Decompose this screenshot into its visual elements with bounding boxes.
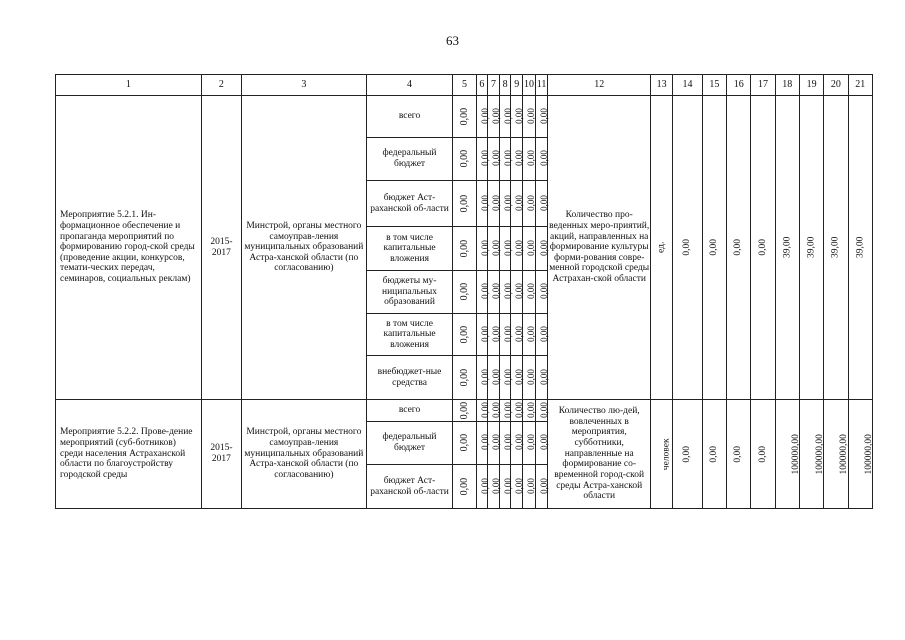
- value-cell-text: 0,00: [479, 283, 490, 300]
- value-cell-text: 0,00: [502, 107, 513, 124]
- column-header-20: 20: [824, 75, 848, 96]
- value-cell-text: 0,00: [514, 325, 525, 342]
- value-cell: [535, 400, 548, 422]
- column-header-12: 12: [548, 75, 651, 96]
- value-cell: [535, 96, 548, 138]
- target-value-text: 0,00: [682, 239, 693, 256]
- target-value: [775, 400, 799, 509]
- target-value-text: 100000,00: [863, 433, 874, 475]
- value-cell: [499, 356, 511, 400]
- column-header-5: 5: [453, 75, 476, 96]
- value-cell-text: 0,00: [479, 325, 490, 342]
- funding-source: всего: [366, 400, 453, 422]
- executor: Минстрой, органы местного самоуправ-ления муниципальных образований Астра-ханской области (по согласованию): [242, 400, 367, 509]
- target-value-text: 39,00: [854, 236, 865, 259]
- value-cell: [499, 181, 511, 227]
- value-cell-text: 0,00: [491, 283, 502, 300]
- value-cell: [476, 314, 488, 356]
- value-cell-text: 0,00: [458, 283, 470, 301]
- value-cell: [476, 271, 488, 314]
- value-cell-text: 0,00: [538, 283, 549, 300]
- funding-source: бюджет Аст-раханской об-ласти: [366, 465, 453, 509]
- target-value-text: 0,00: [733, 239, 744, 256]
- column-header-4: 4: [366, 75, 453, 96]
- target-value: [848, 96, 872, 400]
- value-cell-text: 0,00: [479, 194, 490, 211]
- funding-source: всего: [366, 96, 453, 138]
- value-cell: [453, 400, 476, 422]
- value-cell: [535, 271, 548, 314]
- column-header-21: 21: [848, 75, 872, 96]
- budget-table: [55, 74, 873, 509]
- value-cell: [476, 465, 488, 509]
- target-value-text: 0,00: [733, 445, 744, 463]
- value-cell: [453, 96, 476, 138]
- value-cell-text: 0,00: [514, 194, 525, 211]
- target-value: [824, 96, 848, 400]
- value-cell-text: 0,00: [514, 283, 525, 300]
- value-cell-text: 0,00: [525, 477, 536, 494]
- target-value: [751, 400, 775, 509]
- value-cell-text: 0,00: [514, 434, 525, 451]
- value-cell: [453, 422, 476, 465]
- page-number: 63: [446, 33, 459, 48]
- value-cell-text: 0,00: [491, 194, 502, 211]
- funding-source: федеральный бюджет: [366, 138, 453, 181]
- value-cell: [476, 181, 488, 227]
- value-cell: [535, 422, 548, 465]
- column-header-10: 10: [523, 75, 536, 96]
- value-cell-text: 0,00: [491, 325, 502, 342]
- indicator: Количество лю-дей, вовлеченных в мероприятия, субботники, направленные на формирование со-временной город-ской среды Астра-ханской области: [548, 400, 651, 509]
- value-cell: [453, 181, 476, 227]
- target-value-text: 0,00: [757, 239, 768, 256]
- value-cell-text: 0,00: [491, 368, 502, 385]
- value-cell-text: 0,00: [502, 434, 513, 451]
- value-cell: [476, 400, 488, 422]
- column-header-13: 13: [650, 75, 672, 96]
- value-cell: [535, 138, 548, 181]
- value-cell-text: 0,00: [502, 477, 513, 494]
- value-cell-text: 0,00: [525, 283, 536, 300]
- value-cell: [453, 271, 476, 314]
- value-cell: [499, 465, 511, 509]
- value-cell-text: 0,00: [502, 368, 513, 385]
- activity-name: Мероприятие 5.2.2. Прове-дение мероприятий (суб-ботников) среди населения Астраханской области по благоустройству городской среды: [56, 400, 202, 509]
- value-cell: [499, 400, 511, 422]
- value-cell: [499, 271, 511, 314]
- column-header-14: 14: [673, 75, 703, 96]
- target-value: [799, 96, 823, 400]
- value-cell-text: 0,00: [514, 150, 525, 167]
- value-cell-text: 0,00: [479, 434, 490, 451]
- value-cell-text: 0,00: [502, 239, 513, 256]
- unit: [650, 96, 672, 400]
- value-cell-text: 0,00: [479, 401, 490, 418]
- value-cell-text: 0,00: [458, 434, 470, 452]
- value-cell-text: 0,00: [538, 194, 549, 211]
- target-value: [848, 400, 872, 509]
- value-cell-text: 0,00: [525, 368, 536, 385]
- value-cell: [523, 96, 536, 138]
- target-value-text: 0,00: [709, 239, 720, 256]
- target-value-text: 39,00: [806, 236, 817, 259]
- target-value: [799, 400, 823, 509]
- value-cell-text: 0,00: [538, 150, 549, 167]
- target-value-text: 39,00: [830, 236, 841, 259]
- value-cell-text: 0,00: [538, 325, 549, 342]
- target-value-text: 0,00: [757, 445, 768, 463]
- value-cell-text: 0,00: [491, 239, 502, 256]
- column-header-8: 8: [499, 75, 511, 96]
- target-value-text: 0,00: [682, 445, 693, 463]
- value-cell-text: 0,00: [525, 194, 536, 211]
- period: 2015-2017: [201, 400, 241, 509]
- value-cell-text: 0,00: [458, 401, 470, 420]
- column-header-17: 17: [751, 75, 775, 96]
- target-value: [702, 400, 726, 509]
- value-cell: [476, 356, 488, 400]
- value-cell-text: 0,00: [525, 401, 536, 418]
- value-cell: [476, 138, 488, 181]
- target-value: [673, 96, 703, 400]
- value-cell: [476, 422, 488, 465]
- value-cell-text: 0,00: [458, 107, 470, 126]
- funding-source: федеральный бюджет: [366, 422, 453, 465]
- value-cell-text: 0,00: [479, 150, 490, 167]
- value-cell: [453, 227, 476, 271]
- column-header-15: 15: [702, 75, 726, 96]
- value-cell: [523, 138, 536, 181]
- target-value-text: 100000,00: [839, 433, 850, 475]
- value-cell-text: 0,00: [479, 368, 490, 385]
- value-cell-text: 0,00: [538, 239, 549, 256]
- value-cell: [499, 227, 511, 271]
- unit-text: человек: [661, 438, 672, 470]
- value-cell: [523, 422, 536, 465]
- value-cell: [523, 400, 536, 422]
- column-header-1: 1: [56, 75, 202, 96]
- period: 2015-2017: [201, 96, 241, 400]
- activity-name: Мероприятие 5.2.1. Ин-формационное обеспечение и пропаганда мероприятий по формированию город-ской среды (проведение акции, конкурсов, темати-ческих передач, семинаров, социальных реклам): [56, 96, 202, 400]
- value-cell: [535, 465, 548, 509]
- value-cell: [453, 138, 476, 181]
- value-cell-text: 0,00: [458, 150, 470, 168]
- value-cell: [535, 314, 548, 356]
- value-cell: [453, 314, 476, 356]
- value-cell-text: 0,00: [514, 239, 525, 256]
- column-header-11: 11: [535, 75, 548, 96]
- value-cell-text: 0,00: [514, 401, 525, 418]
- executor: Минстрой, органы местного самоуправ-ления муниципальных образований Астра-ханской области (по согласованию): [242, 96, 367, 400]
- target-value: [727, 96, 751, 400]
- target-value-text: 100000,00: [790, 433, 801, 475]
- value-cell-text: 0,00: [525, 325, 536, 342]
- value-cell: [523, 181, 536, 227]
- value-cell: [476, 227, 488, 271]
- value-cell-text: 0,00: [479, 107, 490, 124]
- value-cell: [499, 314, 511, 356]
- value-cell: [535, 356, 548, 400]
- value-cell-text: 0,00: [525, 239, 536, 256]
- unit-text: ед.: [656, 241, 667, 254]
- value-cell-text: 0,00: [491, 107, 502, 124]
- column-header-9: 9: [511, 75, 523, 96]
- value-cell-text: 0,00: [479, 239, 490, 256]
- target-value-text: 0,00: [709, 445, 720, 463]
- value-cell-text: 0,00: [538, 368, 549, 385]
- funding-source: бюджеты му-ниципальных образований: [366, 271, 453, 314]
- value-cell-text: 0,00: [491, 434, 502, 451]
- funding-source: в том числе капитальные вложения: [366, 314, 453, 356]
- value-cell-text: 0,00: [491, 401, 502, 418]
- target-value-text: 100000,00: [814, 433, 825, 475]
- value-cell-text: 0,00: [502, 325, 513, 342]
- value-cell: [535, 181, 548, 227]
- value-cell-text: 0,00: [458, 239, 470, 258]
- header-row: [56, 75, 873, 96]
- column-header-18: 18: [775, 75, 799, 96]
- value-cell-text: 0,00: [525, 434, 536, 451]
- value-cell: [499, 138, 511, 181]
- table-row: [56, 96, 873, 138]
- funding-source: внебюджет-ные средства: [366, 356, 453, 400]
- value-cell-text: 0,00: [514, 477, 525, 494]
- value-cell: [476, 96, 488, 138]
- value-cell: [523, 356, 536, 400]
- value-cell-text: 0,00: [491, 150, 502, 167]
- value-cell: [523, 314, 536, 356]
- column-header-3: 3: [242, 75, 367, 96]
- value-cell: [523, 465, 536, 509]
- value-cell-text: 0,00: [458, 325, 470, 344]
- target-value-text: 39,00: [781, 236, 792, 259]
- value-cell-text: 0,00: [479, 477, 490, 494]
- target-value: [673, 400, 703, 509]
- target-value: [702, 96, 726, 400]
- target-value: [727, 400, 751, 509]
- value-cell-text: 0,00: [458, 477, 470, 496]
- value-cell-text: 0,00: [514, 368, 525, 385]
- unit: [650, 400, 672, 509]
- column-header-2: 2: [201, 75, 241, 96]
- column-header-19: 19: [799, 75, 823, 96]
- value-cell: [453, 465, 476, 509]
- target-value: [824, 400, 848, 509]
- column-header-16: 16: [727, 75, 751, 96]
- value-cell-text: 0,00: [525, 150, 536, 167]
- value-cell-text: 0,00: [538, 477, 549, 494]
- value-cell-text: 0,00: [458, 368, 470, 387]
- target-value: [751, 96, 775, 400]
- value-cell-text: 0,00: [538, 401, 549, 418]
- funding-source: в том числе капитальные вложения: [366, 227, 453, 271]
- value-cell-text: 0,00: [502, 401, 513, 418]
- value-cell: [453, 356, 476, 400]
- value-cell: [523, 271, 536, 314]
- value-cell-text: 0,00: [514, 107, 525, 124]
- value-cell: [523, 227, 536, 271]
- value-cell-text: 0,00: [538, 107, 549, 124]
- value-cell-text: 0,00: [538, 434, 549, 451]
- value-cell: [535, 227, 548, 271]
- value-cell-text: 0,00: [491, 477, 502, 494]
- column-header-6: 6: [476, 75, 488, 96]
- indicator: Количество про-веденных меро-приятий, акций, направленных на формирование культуры форми-рования совре-менной городской среды Астрахан-ской области: [548, 96, 651, 400]
- value-cell-text: 0,00: [458, 194, 470, 213]
- funding-source: бюджет Аст-раханской об-ласти: [366, 181, 453, 227]
- value-cell-text: 0,00: [502, 194, 513, 211]
- value-cell: [499, 96, 511, 138]
- table-row: [56, 400, 873, 422]
- value-cell-text: 0,00: [502, 283, 513, 300]
- column-header-7: 7: [488, 75, 500, 96]
- value-cell-text: 0,00: [502, 150, 513, 167]
- value-cell: [499, 422, 511, 465]
- value-cell-text: 0,00: [525, 107, 536, 124]
- target-value: [775, 96, 799, 400]
